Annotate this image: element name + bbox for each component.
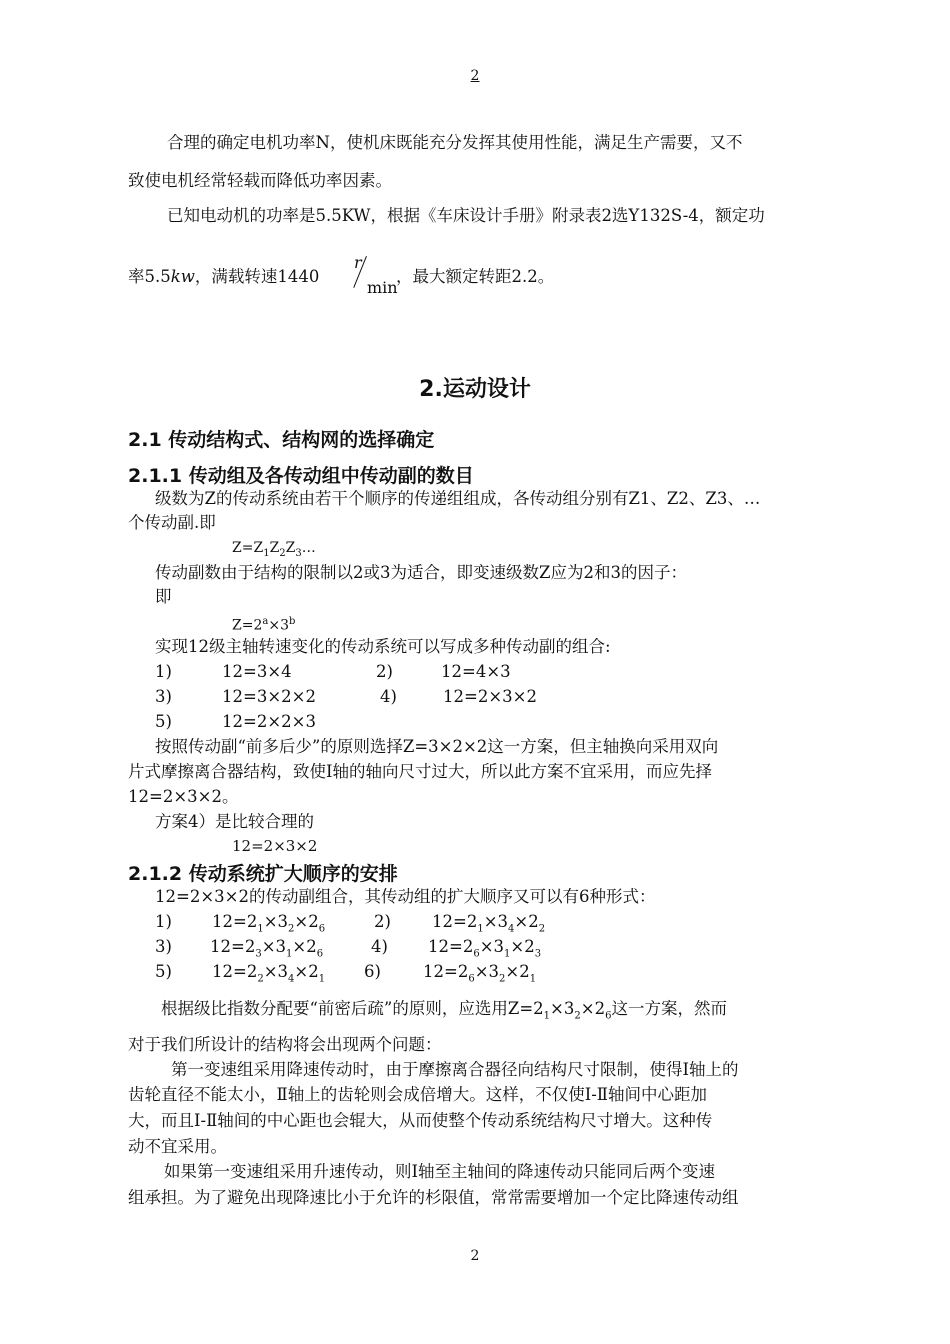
option-1-value: 12=3×4: [222, 662, 292, 681]
formula-part: ×3: [479, 937, 505, 956]
formula-part: ×2: [292, 937, 317, 956]
form-1-label: 1): [155, 912, 172, 931]
formula-part: 12=2: [432, 912, 478, 931]
s211-line1: 级数为Z的传动系统由若干个顺序的传递组组成，各传动组分别有Z1、Z2、Z3、…: [155, 489, 761, 508]
s212-para3-line1: 如果第一变速组采用升速传动，则Ⅰ轴至主轴间的降速传动只能同后两个变速: [164, 1162, 716, 1181]
formula-part: Z: [285, 540, 296, 556]
formula-part: ×2: [510, 937, 535, 956]
text-segment: 根据级比指数分配要“前密后疏”的原则，应选用Z=2: [161, 999, 544, 1018]
formula-sub: 1: [257, 923, 264, 935]
chapter-heading: 2.运动设计: [419, 377, 531, 402]
formula-part: ×2: [514, 912, 539, 931]
formula-sub: 1: [529, 973, 537, 985]
formula-sub: 6: [605, 1010, 612, 1022]
form-3-label: 3): [155, 937, 172, 956]
formula-sub: 2: [538, 923, 546, 935]
formula-part: ×3: [474, 962, 500, 981]
formula-sub: 1: [318, 973, 326, 985]
footer-page-number: 2: [470, 1248, 480, 1264]
s211-line4: 即: [155, 587, 172, 606]
formula-part: …: [301, 540, 316, 556]
s211-line3: 传动副数由于结构的限制以2或3为适合，即变速级数Z应为2和3的因子：: [155, 563, 687, 582]
s211-para-line2: 片式摩擦离合器结构，致使Ⅰ轴的轴向尺寸过大，所以此方案不宜采用，而应先择: [128, 762, 713, 781]
formula-part: Z=2: [232, 617, 263, 634]
formula-sub: 1: [477, 923, 484, 935]
formula-part: 12=2: [212, 912, 258, 931]
formula-part: ×3: [268, 617, 289, 634]
formula-part: 12=2: [423, 962, 469, 981]
text-segment: 率5.5: [128, 267, 171, 286]
text-segment: 这一方案，然而: [611, 999, 727, 1018]
option-5-label: 5): [155, 712, 172, 731]
s212-para3-line2: 组承担。为了避免出现降速比小于允许的杉限值，常常需要增加一个定比降速传动组: [128, 1188, 739, 1207]
option-5-value: 12=2×2×3: [222, 712, 316, 731]
formula-sub: 1: [286, 948, 293, 960]
formula-sub: 2: [279, 547, 286, 559]
intro-para1-line1: 合理的确定电机功率N，使机床既能充分发挥其使用性能，满足生产需要，又不: [167, 133, 743, 152]
section-heading-2-1-1: 2.1.1 传动组及各传动组中传动副的数目: [128, 465, 474, 487]
form-5-label: 5): [155, 962, 172, 981]
formula-sub: 2: [574, 1010, 581, 1022]
option-2-value: 12=4×3: [441, 662, 511, 681]
intro-para2-line1: 已知电动机的功率是5.5KW，根据《车床设计手册》附录表2选Y132S-4，额定功: [167, 206, 765, 225]
formula-sup: a: [262, 616, 269, 627]
formula-sub: 1: [263, 547, 270, 559]
formula-sub: 4: [288, 973, 295, 985]
option-4-label: 4): [380, 687, 397, 706]
formula-part: 12=2: [210, 937, 256, 956]
s212-para2-line2: 齿轮直径不能太小，Ⅱ轴上的齿轮则会成倍增大。这样，不仅使Ⅰ-Ⅱ轴间中心距加: [128, 1085, 708, 1104]
formula-part: ×3: [261, 937, 287, 956]
formula-part: ×3: [263, 962, 289, 981]
option-3-label: 3): [155, 687, 172, 706]
s211-line5: 实现12级主轴转速变化的传动系统可以写成多种传动副的组合:: [155, 637, 611, 656]
formula-sub: 6: [473, 948, 480, 960]
s211-para-line5: 12=2×3×2: [232, 837, 318, 855]
formula-part: ×3: [483, 912, 509, 931]
formula-sub: 6: [318, 923, 326, 935]
s212-para1-line2: 对于我们所设计的结构将会出现两个问题：: [128, 1035, 442, 1054]
option-2-label: 2): [376, 662, 393, 681]
header-page-number: 2: [470, 68, 480, 84]
s212-para2-line4: 动不宜采用。: [128, 1137, 227, 1156]
s212-line1: 12=2×3×2的传动副组合，其传动组的扩大顺序又可以有6种形式：: [155, 887, 656, 906]
formula-sub: 3: [534, 948, 542, 960]
s211-para-line4: 方案4）是比较合理的: [155, 812, 314, 831]
s212-para1-line1: [161, 998, 727, 1027]
formula-sub: 3: [255, 948, 262, 960]
fraction-numerator: r: [354, 253, 362, 272]
formula-sub: 1: [504, 948, 511, 960]
section-heading-2-1: 2.1 传动结构式、结构网的选择确定: [128, 429, 435, 451]
fraction-denominator: min: [367, 278, 398, 297]
formula-sub: 6: [468, 973, 475, 985]
formula-z-power: [232, 611, 295, 637]
formula-sub: 2: [257, 973, 264, 985]
formula-part: 12=2: [428, 937, 474, 956]
section-heading-2-1-2: 2.1.2 传动系统扩大顺序的安排: [128, 863, 398, 885]
formula-part: ×2: [294, 912, 319, 931]
text-segment: ×2: [580, 999, 606, 1018]
text-segment: ×3: [550, 999, 575, 1018]
formula-part: ×2: [294, 962, 319, 981]
formula-sub: 1: [543, 1010, 551, 1022]
formula-part: ×3: [263, 912, 289, 931]
formula-sub: 2: [499, 973, 506, 985]
form-6-value: [423, 961, 536, 990]
s211-line2: 个传动副.即: [128, 513, 216, 532]
text-segment: ，满载转速1440: [194, 267, 320, 286]
formula-sup: b: [288, 616, 296, 627]
s211-para-line3: 12=2×3×2。: [128, 787, 239, 806]
s212-para2-line3: 大，而且Ⅰ-Ⅱ轴间的中心距也会辊大，从而使整个传动系统结构尺寸增大。这种传: [128, 1111, 713, 1130]
formula-part: Z: [269, 540, 280, 556]
formula-z-product: [232, 537, 316, 565]
formula-sub: 3: [295, 547, 302, 559]
formula-sub: 2: [288, 923, 295, 935]
option-4-value: 12=2×3×2: [443, 687, 537, 706]
s211-para-line1: 按照传动副“前多后少”的原则选择Z=3×2×2这一方案，但主轴换向采用双向: [155, 737, 719, 756]
unit-kw: kw: [170, 267, 195, 286]
formula-sub: 4: [508, 923, 515, 935]
form-2-label: 2): [374, 912, 391, 931]
form-5-value: [212, 961, 325, 990]
formula-part: Z=Z: [232, 540, 264, 556]
formula-part: 12=2: [212, 962, 258, 981]
form-6-label: 6): [364, 962, 381, 981]
formula-sub: 6: [316, 948, 324, 960]
intro-para2-line2: [128, 266, 319, 288]
form-4-label: 4): [371, 937, 388, 956]
intro-para2-line2-end: ，最大额定转距2.2。: [396, 267, 555, 286]
option-3-value: 12=3×2×2: [222, 687, 316, 706]
intro-para1-line2: 致使电机经常轻载而降低功率因素。: [128, 171, 392, 190]
formula-part: ×2: [505, 962, 530, 981]
option-1-label: 1): [155, 662, 172, 681]
s212-para2-line1: 第一变速组采用降速传动时，由于摩擦离合器径向结构尺寸限制，使得Ⅰ轴上的: [171, 1060, 739, 1079]
